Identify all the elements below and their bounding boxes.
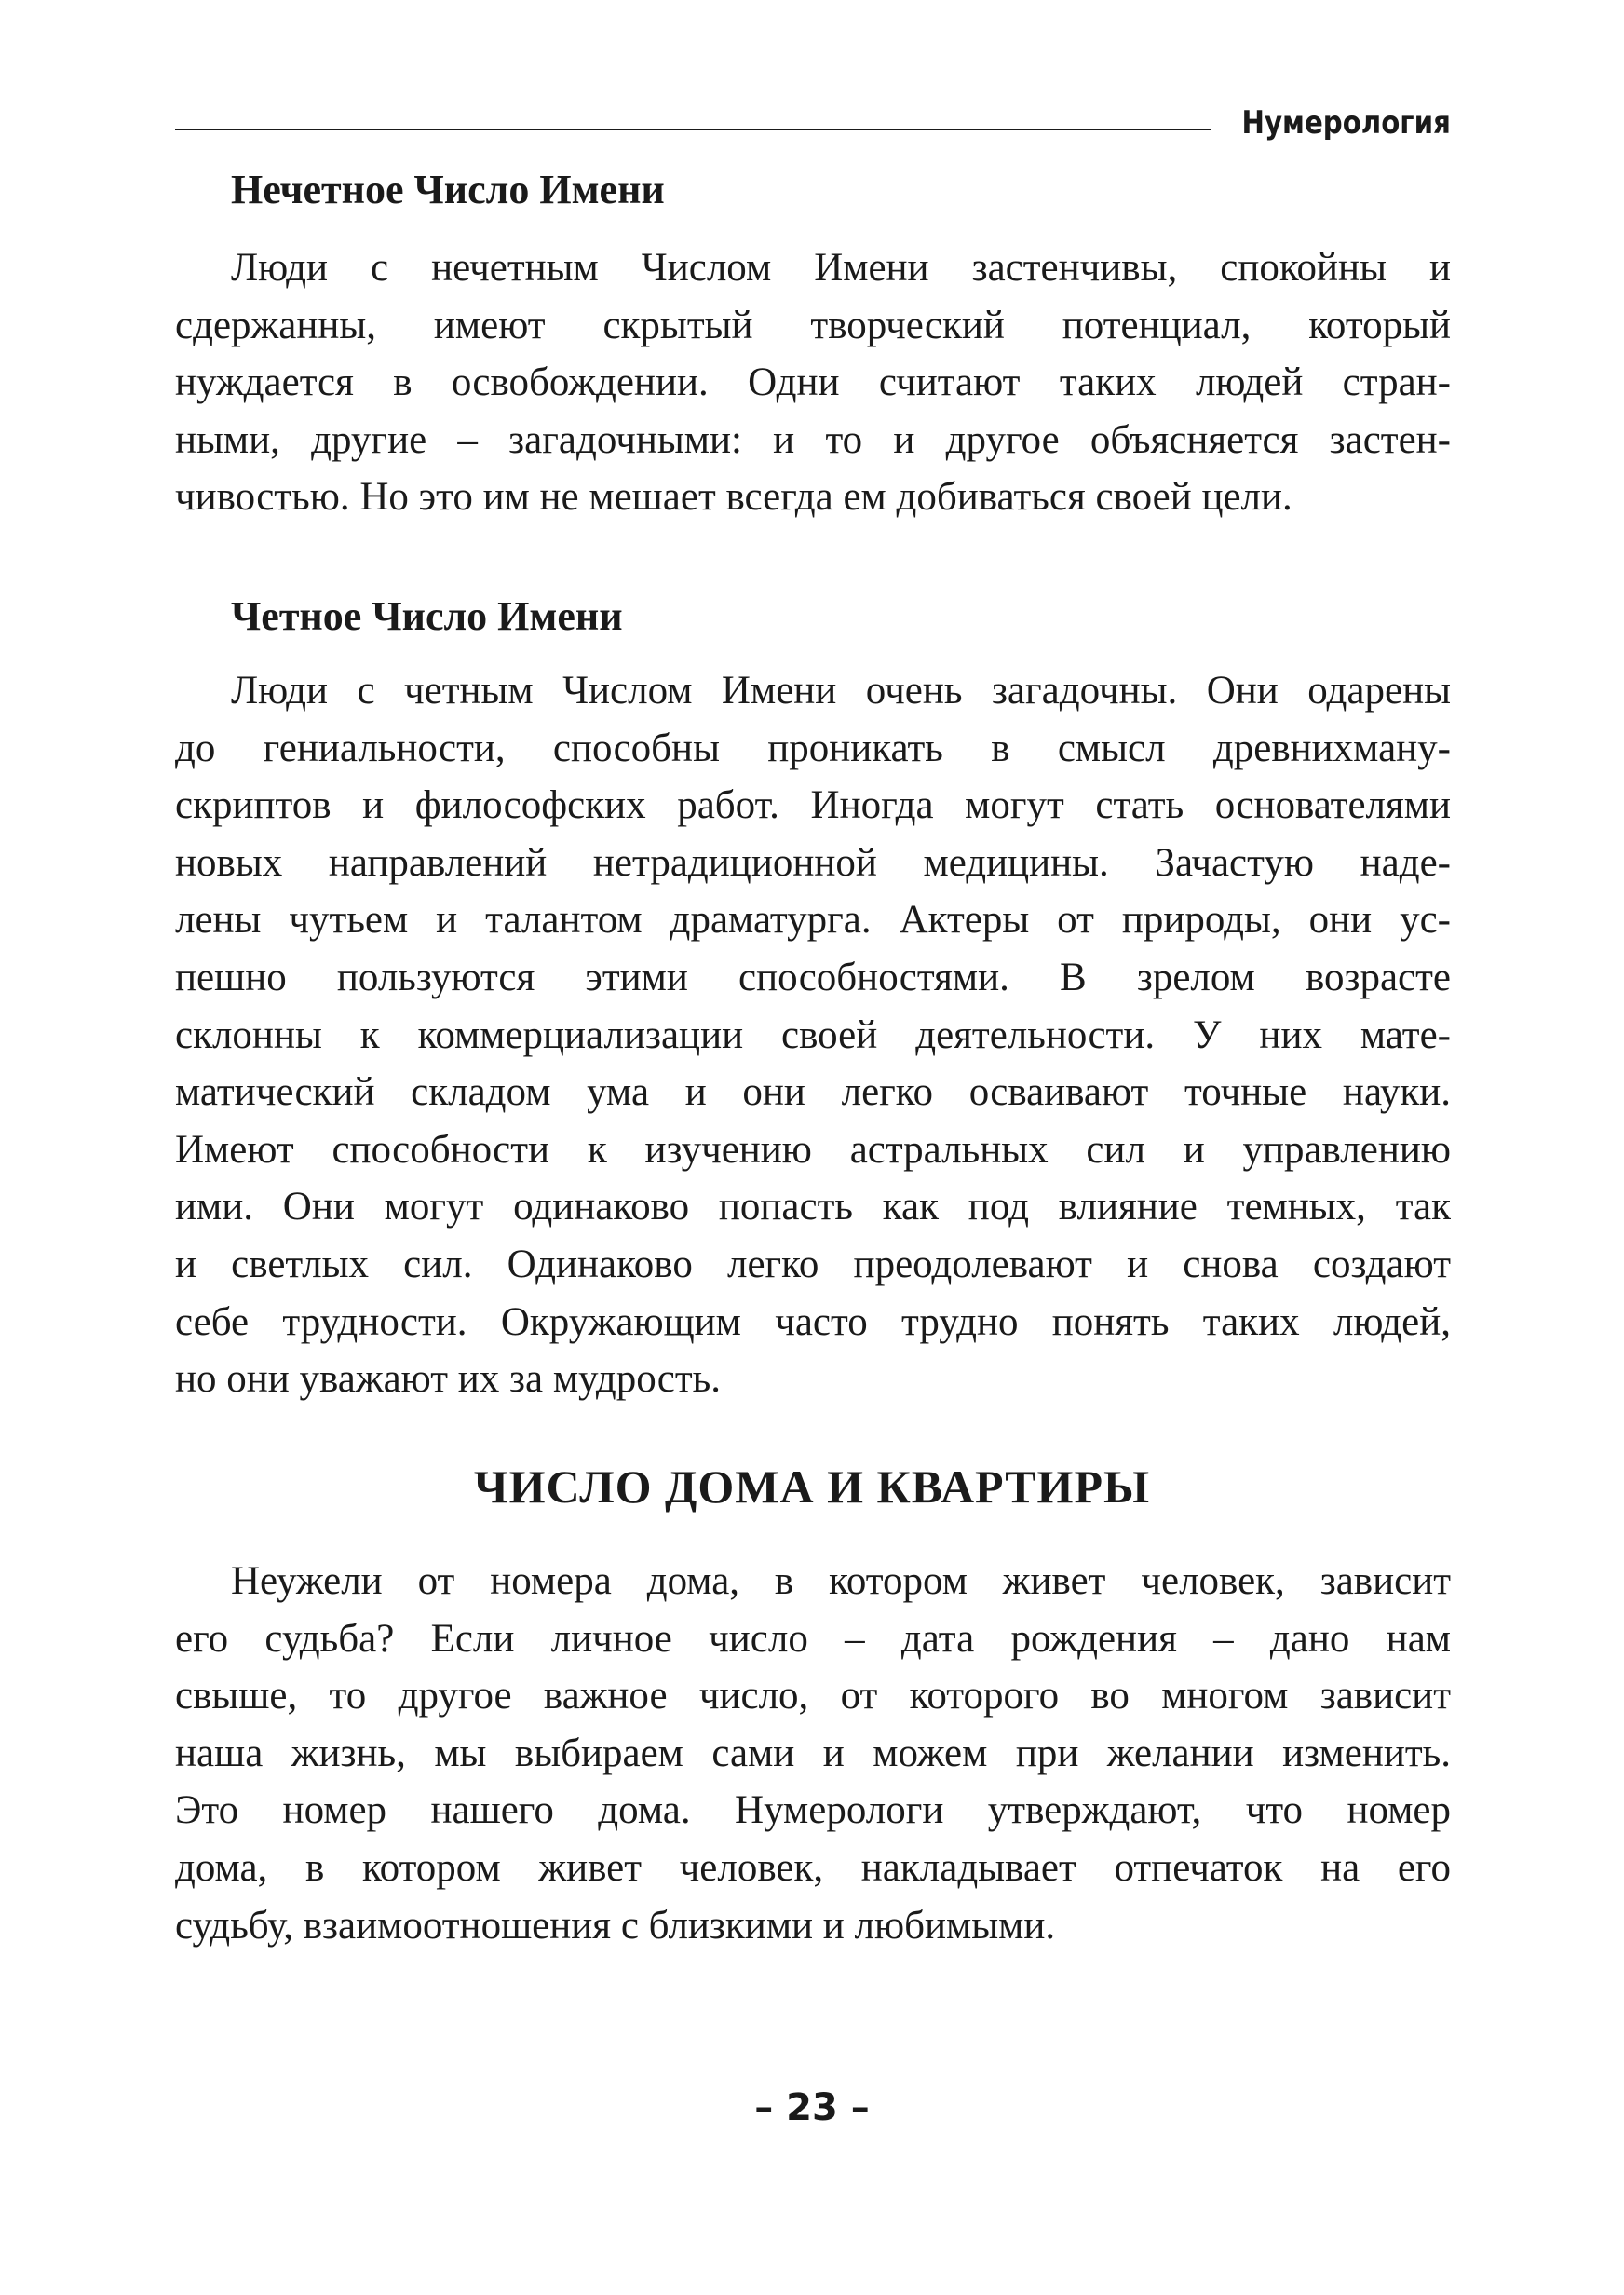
paragraph-even-name-number — [175, 662, 1451, 1408]
text-line: и светлых сил. Одинаково легко преодолевают и снова создают — [175, 1242, 1451, 1286]
text-line: до гениальности, способны проникать в смысл древнихману- — [175, 726, 1451, 770]
paragraph-odd-name-number — [175, 239, 1451, 526]
text-line: дома, в котором живет человек, накладывает отпечаток на его — [175, 1845, 1451, 1890]
text-line: ими. Они могут одинаково попасть как под влияние темных, так — [175, 1185, 1451, 1229]
page-number: – 23 – — [754, 2086, 870, 2129]
text-line: Люди с нечетным Числом Имени застенчивы, спокойны и — [231, 246, 1451, 290]
text-line: Имеют способности к изучению астральных сил и управлению — [175, 1127, 1451, 1172]
text-line: новых направлений нетрадиционной медицины. Зачастую наде- — [175, 840, 1451, 885]
text-line: нуждается в освобождении. Одни считают таких людей стран- — [175, 360, 1451, 405]
subheading-even-name-number: Четное Число Имени — [231, 593, 623, 639]
text-line: матический складом ума и они легко осваивают точные науки. — [175, 1070, 1451, 1115]
text-line: Неужели от номера дома, в котором живет человек, зависит — [231, 1559, 1451, 1603]
text-line: лены чутьем и талантом драматурга. Актеры от природы, они ус- — [175, 898, 1451, 943]
text-line: ными, другие – загадочными: и то и другое объясняется застен- — [175, 417, 1451, 462]
text-line: скриптов и философских работ. Иногда могут стать основателями — [175, 783, 1451, 828]
text-line: но они уважают их за мудрость. — [175, 1357, 722, 1402]
header-rule — [175, 129, 1211, 130]
text-line: чивостью. Но это им не мешает всегда ем добиваться своей цели. — [175, 475, 1292, 520]
text-line: Люди с четным Числом Имени очень загадочны. Они одарены — [231, 669, 1451, 713]
running-title: Нумерология — [1241, 104, 1451, 142]
text-line: сдержанны, имеют скрытый творческий потенциал, который — [175, 303, 1451, 347]
text-line: склонны к коммерциализации своей деятельности. У них мате- — [175, 1012, 1451, 1057]
text-line: пешно пользуются этими способностями. В зрелом возрасте — [175, 955, 1451, 999]
text-line: свыше, то другое важное число, от которого во многом зависит — [175, 1674, 1451, 1718]
text-line: судьбу, взаимоотношения с близкими и любимыми. — [175, 1903, 1056, 1948]
subheading-odd-name-number: Нечетное Число Имени — [231, 167, 665, 212]
text-line: себе трудности. Окружающим часто трудно понять таких людей, — [175, 1299, 1451, 1344]
paragraph-house-number — [175, 1553, 1451, 1954]
section-title-house-number: ЧИСЛО ДОМА И КВАРТИРЫ — [473, 1460, 1151, 1513]
text-line: его судьба? Если личное число – дата рождения – дано нам — [175, 1616, 1451, 1661]
running-header — [175, 102, 1451, 149]
text-line: Это номер нашего дома. Нумерологи утверждают, что номер — [175, 1788, 1451, 1833]
text-line: наша жизнь, мы выбираем сами и можем при желании изменить. — [175, 1731, 1451, 1775]
